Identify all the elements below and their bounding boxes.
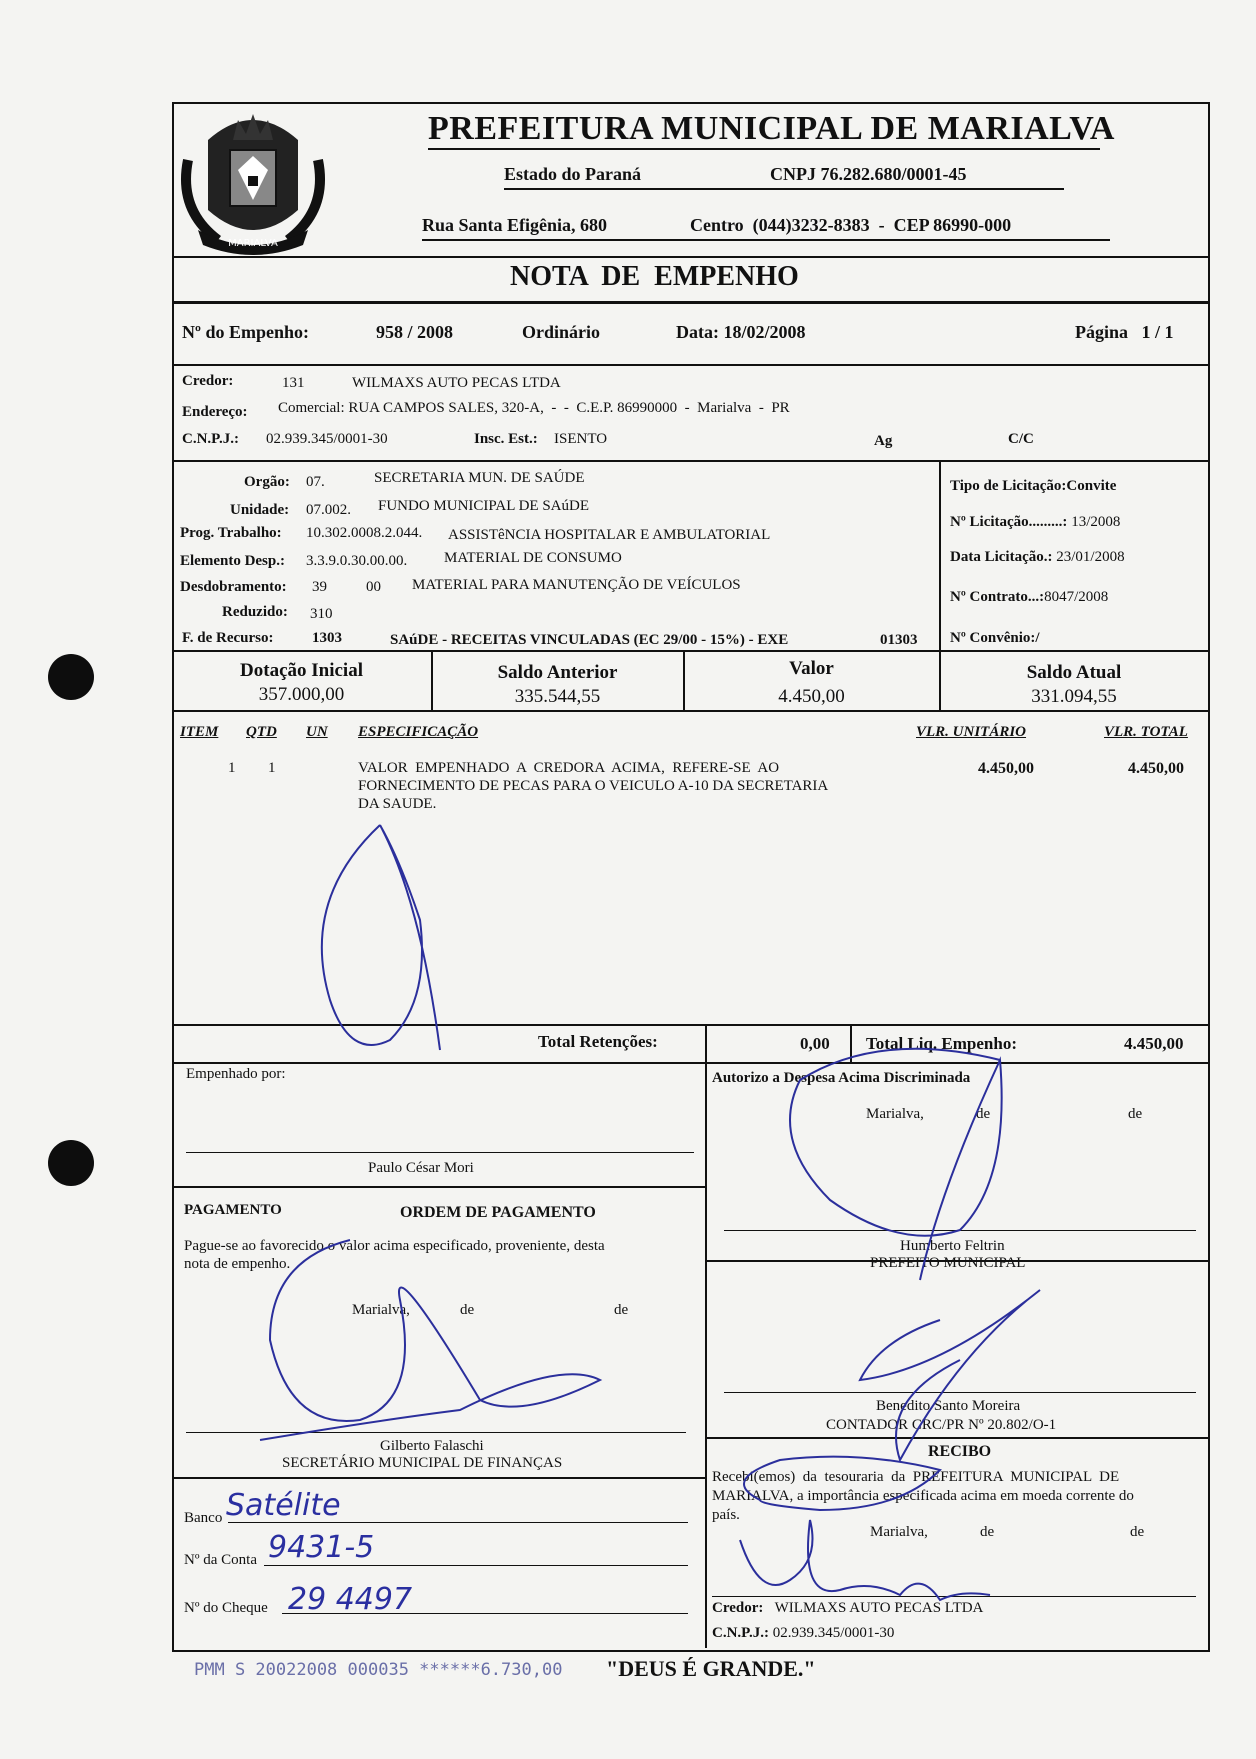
empenho-type: Ordinário [522,322,601,342]
prog-code: 10.302.0008.2.044. [306,525,423,541]
credor-label: Credor: [182,373,234,389]
orgao-label: Orgão: [244,474,290,490]
autorizo-de1: de [976,1106,991,1122]
empenhado-label: Empenhado por: [186,1066,286,1082]
pagamento-role: SECRETÁRIO MUNICIPAL DE FINANÇAS [282,1455,563,1471]
row-total: 4.450,00 [1128,760,1184,777]
row-unit: 4.450,00 [978,760,1034,777]
header-cnpj: CNPJ 76.282.680/0001-45 [770,164,967,184]
empenho-page: Página 1 / 1 [1075,322,1174,342]
row-item: 1 [228,760,236,776]
liq-label: Total Liq. Empenho: [866,1034,1017,1053]
autorizo-role: PREFEITO MUNICIPAL [870,1255,1026,1271]
empenho-date: Data: 18/02/2008 [676,322,806,342]
header-street: Rua Santa Efigênia, 680 [422,215,608,235]
recibo-title: RECIBO [928,1443,992,1460]
contador-role: CONTADOR CRC/PR Nº 20.802/O-1 [826,1417,1057,1433]
desd-name: MATERIAL PARA MANUTENÇÃO DE VEÍCULOS [412,577,741,593]
col-un: UN [306,724,328,740]
unidade-code: 07.002. [306,502,351,518]
header-title: PREFEITURA MUNICIPAL DE MARIALVA [428,110,1115,147]
banco-label: Banco [184,1510,223,1526]
header-address: Centro (044)3232-8383 - CEP 86990-000 [690,215,1012,235]
pagamento-de1: de [460,1302,475,1318]
dotacao-value: 357.000,00 [258,684,345,705]
orgao-code: 07. [306,474,325,490]
desd-label: Desdobramento: [180,579,287,595]
pagamento-place: Marialva, [352,1302,410,1318]
fonte-name: SAúDE - RECEITAS VINCULADAS (EC 29/00 - 15%) - EXE [390,632,789,648]
recibo-cnpj-label: C.N.P.J.: [712,1625,769,1641]
doc-title: NOTA DE EMPENHO [510,261,799,292]
fonte-num: 01303 [880,632,918,648]
ordem-label: ORDEM DE PAGAMENTO [400,1204,596,1221]
licitacao-data-value: 23/01/2008 [1056,549,1125,565]
saldo-anterior-label: Saldo Anterior [497,662,618,683]
signature-prefeito [790,1049,1002,1280]
col-total: VLR. TOTAL [1104,724,1188,740]
cc-label: C/C [1008,431,1034,447]
saldo-atual-value: 331.094,55 [1031,686,1117,707]
prog-name: ASSISTêNCIA HOSPITALAR E AMBULATORIAL [448,527,771,543]
licitacao-num-value: 13/2008 [1071,514,1121,530]
recibo-credor-name: WILMAXS AUTO PECAS LTDA [774,1600,984,1616]
licitacao-convenio: Nº Convênio:/ [950,630,1040,646]
credor-name: WILMAXS AUTO PECAS LTDA [352,375,561,391]
footer-stamp: PMM S 20022008 000035 ******6.730,00 [194,1660,563,1680]
conta-label: Nº da Conta [184,1552,257,1568]
header-state: Estado do Paraná [504,164,642,184]
insc-label: Insc. Est.: [474,431,538,447]
contador-name: Benedito Santo Moreira [876,1398,1021,1414]
unidade-name: FUNDO MUNICIPAL DE SAúDE [378,498,589,514]
pagamento-text1: Pague-se ao favorecido o valor acima especificado, proveniente, desta [184,1238,605,1254]
licitacao-num-label: Nº Licitação.........: [950,514,1068,530]
reduz-label: Reduzido: [222,604,288,620]
contrato-value: 8047/2008 [1044,589,1109,605]
signature-recibo-loop [744,1457,940,1510]
licitacao-tipo: Tipo de Licitação:Convite [950,478,1117,494]
pagamento-name: Gilberto Falaschi [380,1438,484,1454]
recibo-credor-label: Credor: [712,1600,764,1616]
footer-motto: "DEUS É GRANDE." [606,1656,816,1681]
signature-secretario [260,1240,600,1440]
conta-value: 9431-5 [268,1530,375,1565]
col-qtd: QTD [246,724,277,740]
autorizo-name: Humberto Feltrin [900,1238,1005,1254]
autorizo-label: Autorizo a Despesa Acima Discriminada [712,1070,971,1086]
crest-banner-text: MARIALVA [228,238,278,249]
prog-label: Prog. Trabalho: [180,525,282,541]
orgao-name: SECRETARIA MUN. DE SAÚDE [374,470,585,486]
row-spec-line3: DA SAUDE. [358,796,437,812]
row-spec-line1: VALOR EMPENHADO A CREDORA ACIMA, REFERE-SE AO [358,760,780,776]
licitacao-data-label: Data Licitação.: [950,549,1053,565]
liq-value: 4.450,00 [1124,1034,1184,1053]
empenho-label: Nº do Empenho: [182,322,309,342]
credor-cnpj: 02.939.345/0001-30 [266,431,388,447]
col-spec: ESPECIFICAÇÃO [358,724,479,740]
retencoes-value: 0,00 [800,1034,830,1053]
pagamento-label: PAGAMENTO [184,1202,282,1218]
desd-b: 00 [366,579,381,595]
fonte-code: 1303 [312,630,342,646]
empenho-number: 958 / 2008 [376,322,454,342]
recibo-de1: de [980,1524,995,1540]
dotacao-label: Dotação Inicial [240,660,363,681]
row-spec-line2: FORNECIMENTO DE PECAS PARA O VEICULO A-10 DA SECRETARIA [358,778,829,794]
pagamento-de2: de [614,1302,629,1318]
retencoes-label: Total Retenções: [538,1032,658,1051]
credor-address: Comercial: RUA CAMPOS SALES, 320-A, - - C.E.P. 86990000 - Marialva - PR [278,400,790,416]
unidade-label: Unidade: [230,502,290,518]
cheque-value: 29 4497 [288,1582,413,1617]
signature-contador [860,1290,1040,1460]
valor-value: 4.450,00 [778,686,845,707]
credor-code: 131 [282,375,305,391]
reduz-value: 310 [310,606,333,622]
saldo-anterior-value: 335.544,55 [514,686,601,707]
endereco-label: Endereço: [182,404,248,420]
contrato-label: Nº Contrato...: [950,589,1045,605]
autorizo-place: Marialva, [866,1106,924,1122]
recibo-text2: MARIALVA, a importância especificada acima em moeda corrente do [712,1488,1134,1504]
pagamento-text2: nota de empenho. [184,1256,291,1272]
valor-label: Valor [789,658,834,679]
col-unit: VLR. UNITÁRIO [916,724,1027,740]
elem-name: MATERIAL DE CONSUMO [444,550,622,566]
recibo-text1: Recebi(emos) da tesouraria da PREFEITURA MUNICIPAL DE [712,1469,1120,1485]
cnpj-label: C.N.P.J.: [182,431,239,447]
recibo-place: Marialva, [870,1524,928,1540]
ag-label: Ag [874,433,893,449]
insc-value: ISENTO [554,431,608,447]
signature-recibo [740,1520,990,1600]
recibo-de2: de [1130,1524,1145,1540]
col-item: ITEM [180,724,219,740]
empenhado-name: Paulo César Mori [368,1160,474,1176]
fonte-label: F. de Recurso: [182,630,274,646]
recibo-text3: país. [712,1507,740,1523]
elem-code: 3.3.9.0.30.00.00. [306,553,408,569]
row-qtd: 1 [268,760,276,776]
banco-value: Satélite [226,1488,341,1523]
cheque-label: Nº do Cheque [184,1600,268,1616]
autorizo-de2: de [1128,1106,1143,1122]
elem-label: Elemento Desp.: [180,553,285,569]
desd-a: 39 [312,579,327,595]
signature-empenhado [322,825,440,1050]
recibo-cnpj-value: 02.939.345/0001-30 [772,1625,895,1641]
saldo-atual-label: Saldo Atual [1026,662,1122,683]
